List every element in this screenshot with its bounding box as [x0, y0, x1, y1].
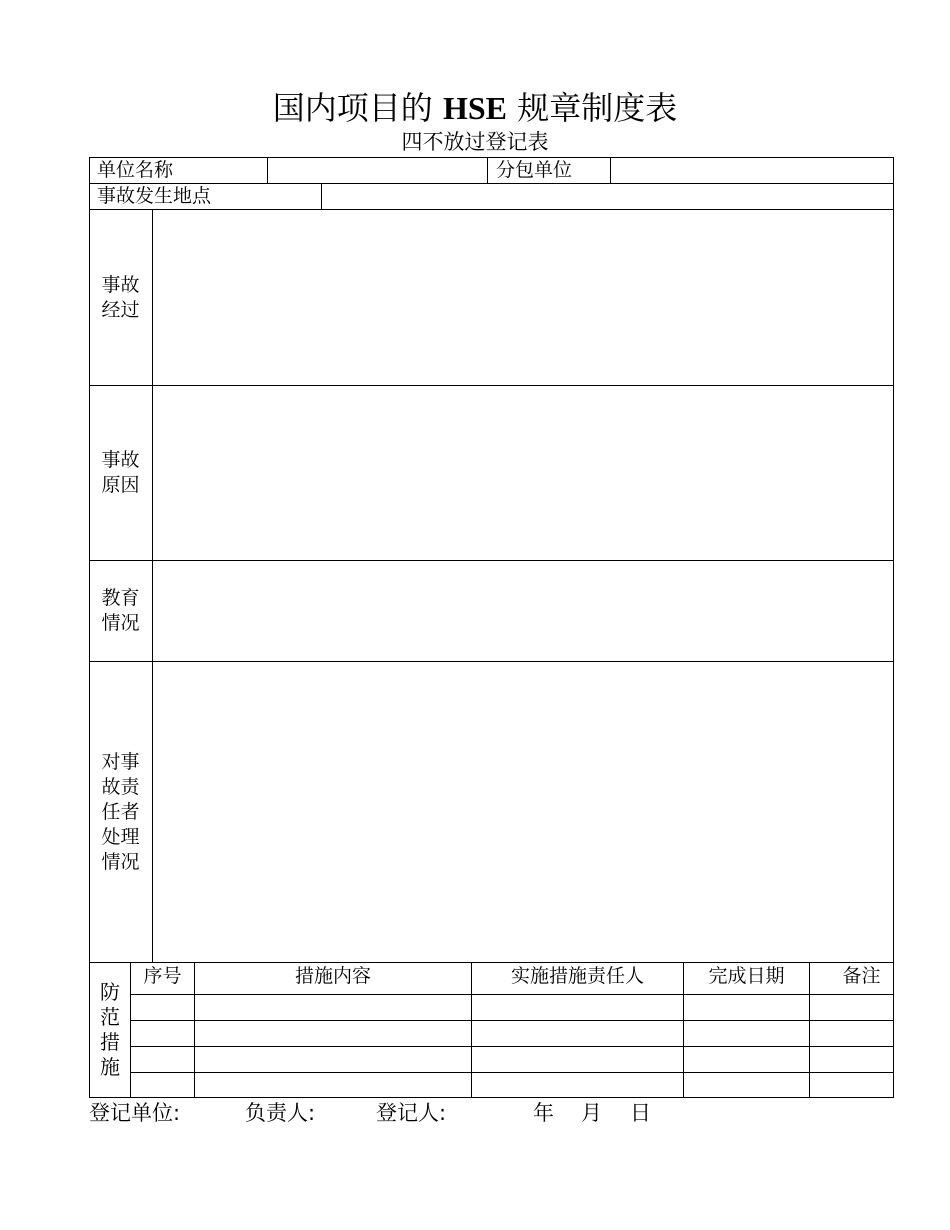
footer-year: 年	[533, 1101, 554, 1125]
col-header-responsible: 实施措施责任人	[510, 965, 644, 987]
title-rest: 规章制度表	[517, 89, 678, 127]
unit-name-label: 单位名称	[97, 159, 174, 181]
responsible-handling-label: 对事故责任者处理情况	[101, 750, 140, 873]
form-subtitle: 四不放过登记表	[401, 130, 549, 154]
accident-cause-label: 事故原因	[101, 449, 140, 496]
col-header-remarks: 备注	[842, 965, 881, 987]
footer-person-in-charge: 负责人:	[245, 1101, 316, 1125]
page-title	[0, 88, 950, 128]
col-header-seq: 序号	[143, 965, 182, 987]
education-label: 教育情况	[101, 587, 140, 634]
col-header-content: 措施内容	[294, 965, 371, 987]
accident-process-field[interactable]	[153, 210, 893, 385]
footer-registrar: 登记人:	[376, 1101, 447, 1125]
title-main: 国内项目的	[272, 89, 433, 127]
col-header-date: 完成日期	[708, 965, 785, 987]
footer-month: 月	[581, 1101, 602, 1125]
education-field[interactable]	[153, 561, 893, 661]
responsible-handling-field[interactable]	[153, 662, 893, 962]
accident-process-label: 事故经过	[101, 273, 140, 321]
footer-day: 日	[630, 1101, 651, 1125]
accident-location-label: 事故发生地点	[97, 185, 212, 207]
accident-cause-field[interactable]	[153, 386, 893, 560]
footer-reg-unit: 登记单位:	[89, 1101, 181, 1125]
subcontractor-label: 分包单位	[496, 159, 573, 181]
prevention-measures-label: 防范措施	[100, 980, 120, 1079]
title-hse: HSE	[442, 90, 508, 126]
